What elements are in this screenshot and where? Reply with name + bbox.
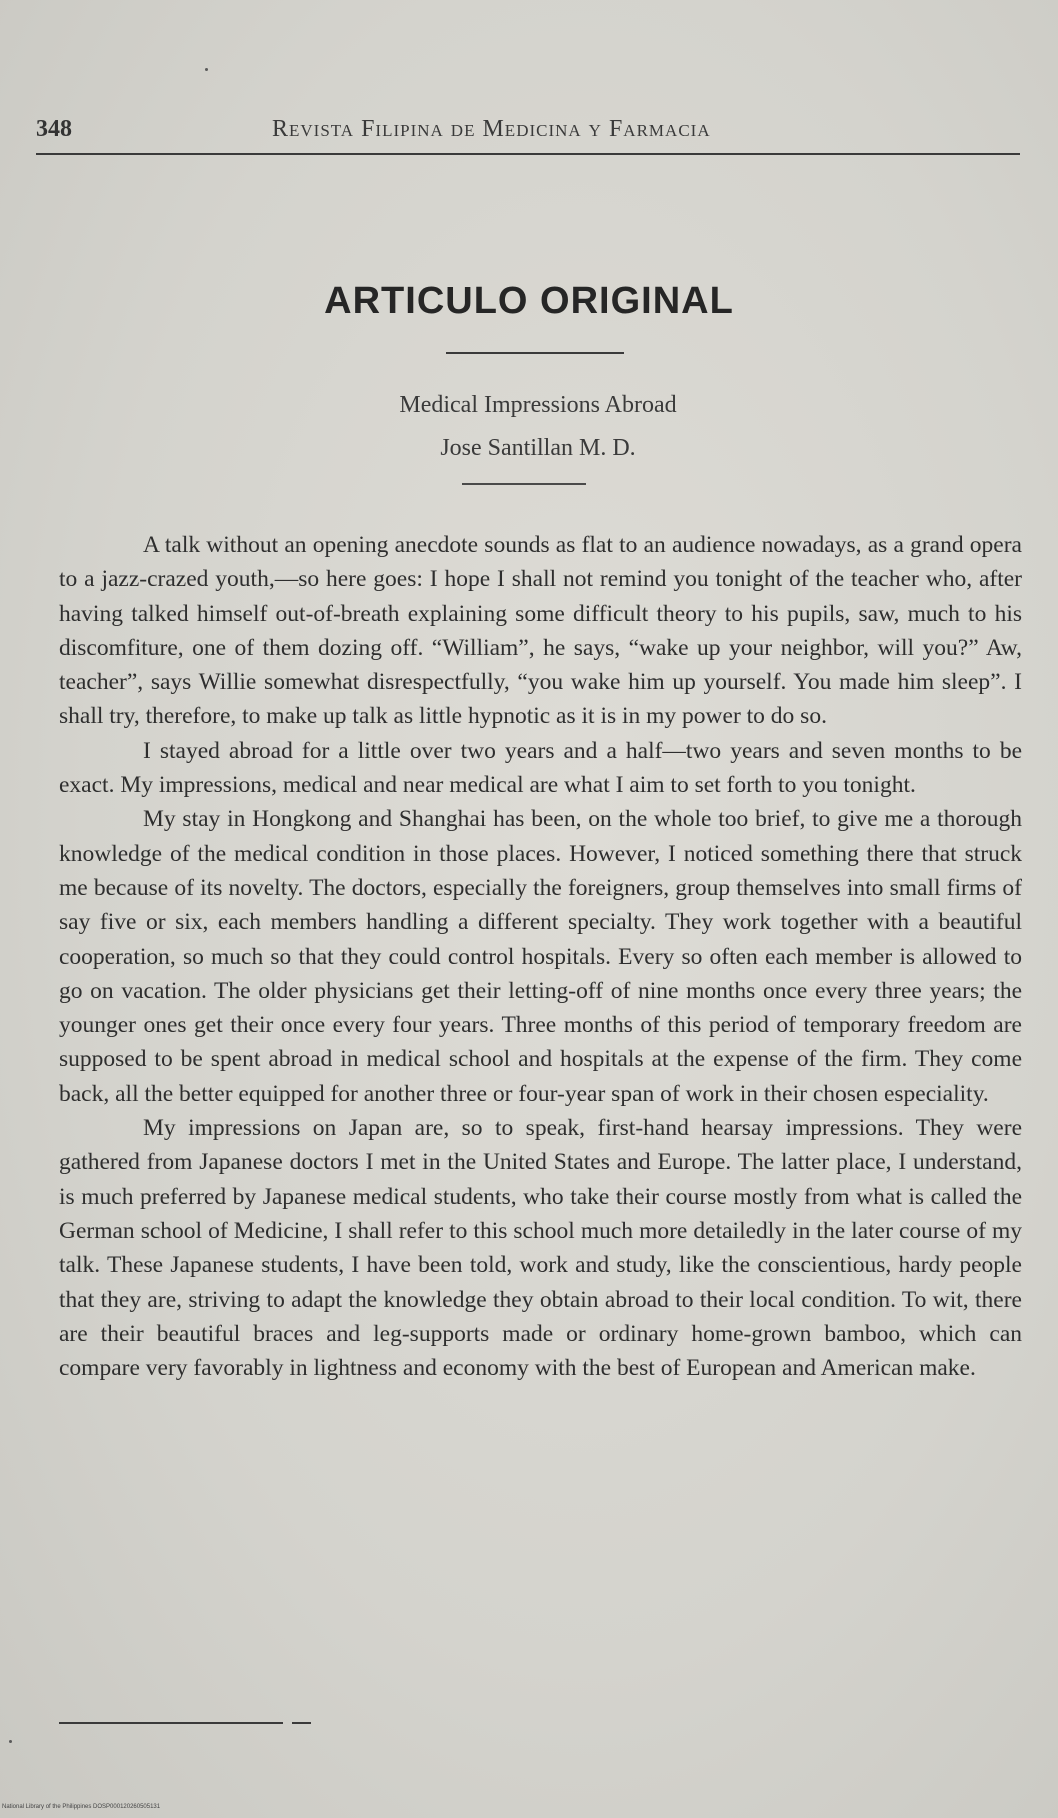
end-rule [59, 1722, 283, 1724]
paragraph: My stay in Hongkong and Shanghai has been, on the whole too brief, to give me a thorough knowledge of the medical condition in those places. However, I noticed something there that struck me because of its novelty. The doctors, especially the foreigners, group themselves into small firms of say five or six, each members handling a different specialty. They work together with a beautiful cooperation, so much so that they could control hospitals. Every so often each member is allowed to go on vacation. The older physicians get their letting-off of nine months once every three years; the younger ones get their once every four years. Three months of this period of temporary freedom are supposed to be spent abroad in medical school and hospitals at the expense of the firm. They come back, all the better equipped for another three or four-year span of work in their chosen especiality. [59, 806, 1022, 1107]
paragraph: My impressions on Japan are, so to speak, first-hand hearsay impressions. They were gathered from Japanese doctors I met in the United States and Europe. The latter place, I understand, is much preferred by Japanese medical students, who take their course mostly from what is called the German school of Medicine, I shall refer to this school much more detailedly in the later course of my talk. These Japanese students, I have been told, work and study, like the conscientious, hardy people that they are, striving to adapt the knowledge they obtain abroad to their local condition. To wit, there are their beautiful braces and leg-supports made or ordinary home-grown bamboo, which can compare very favorably in lightness and economy with the best of European and American make. [59, 1115, 1022, 1382]
article-author: Jose Santillan M. D. [440, 435, 636, 461]
title-divider [446, 352, 624, 354]
paragraph: I stayed abroad for a little over two years and a half—two years and seven months to be exact. My impressions, medical and near medical are what I aim to set forth to you tonight. [59, 737, 1022, 799]
header-rule [36, 153, 1020, 155]
journal-title: Revista Filipina de Medicina y Farmacia [272, 116, 711, 142]
article-body [59, 528, 1022, 1385]
scan-footer: National Library of the Philippines DOSP000120260505131 [2, 1804, 161, 1810]
author-divider [462, 483, 586, 485]
page-number: 348 [36, 116, 72, 142]
article-title: Medical Impressions Abroad [399, 392, 677, 418]
running-header [36, 116, 1028, 156]
paragraph: A talk without an opening anecdote sounds as flat to an audience nowadays, as a grand opera to a jazz-crazed youth,—so here goes: I hope I shall not remind you tonight of the teacher who, after having talked himself out-of-breath explaining some difficult theory to his pupils, saw, much to his discomfiture, one of them dozing off. “William”, he says, “wake up your neighbor, will you?” Aw, teacher”, says Willie somewhat disrespectfully, “you wake him up yourself. You made him sleep”. I shall try, therefore, to make up talk as little hypnotic as it is in my power to do so. [59, 532, 1022, 730]
scan-speck [205, 68, 208, 71]
scan-speck [9, 1740, 12, 1743]
end-rule-tail [292, 1722, 311, 1724]
section-title: ARTICULO ORIGINAL [324, 280, 734, 322]
